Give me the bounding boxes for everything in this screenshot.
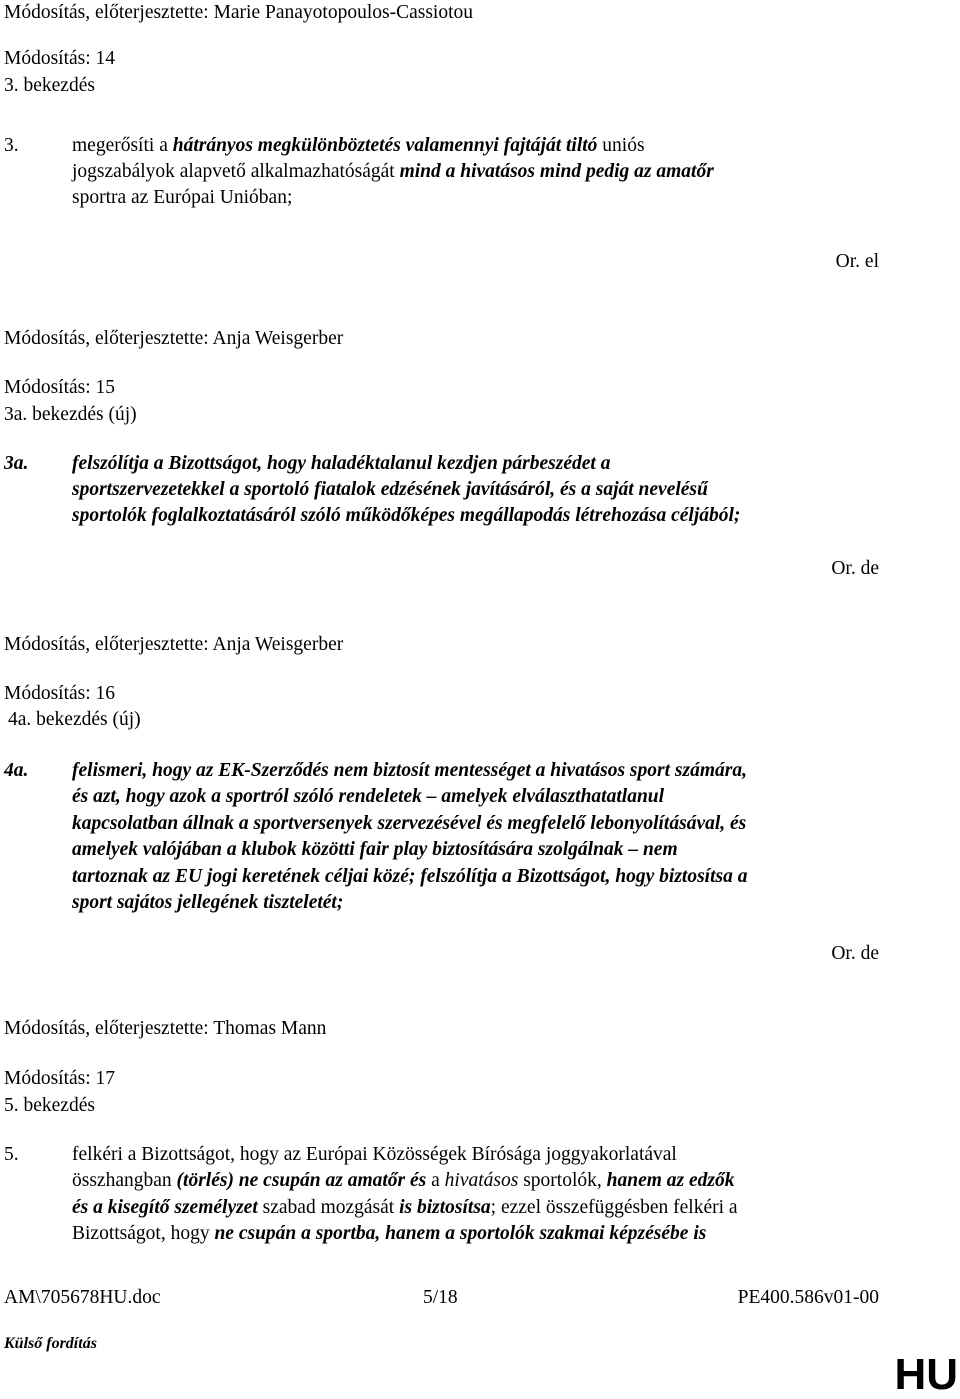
text-line [72,758,747,784]
text-segment: ; ezzel összefüggésben felkéri a [490,1197,738,1218]
footer-pe-reference: PE400.586v01-00 [737,1287,879,1308]
text-segment: jogszabályok alapvető alkalmazhatóságát [72,161,400,182]
text-line [72,784,664,810]
amendment-15-original-language: Or. de [831,558,879,579]
text-segment: szabad mozgását [257,1197,400,1218]
text-segment: sportszervezetekkel a sportoló fiatalok edzésének javításáról, és a saját nevelésű [72,479,708,500]
text-line [72,1142,677,1168]
amendment-16-original-language: Or. de [831,943,879,964]
amendment-17-author: Módosítás, előterjesztette: Thomas Mann [4,1018,327,1039]
text-segment: és a kisegítő személyzet [72,1197,258,1218]
amendment-14-author: Módosítás, előterjesztette: Marie Panayotopoulos-Cassiotou [4,2,473,23]
text-line [72,503,740,529]
amendment-17-para-number: 5. [4,1144,19,1165]
footer-document-reference: AM\705678HU.doc [4,1287,161,1308]
amendment-14-section: 3. bekezdés [4,75,95,96]
text-line [72,159,714,185]
text-segment: felismeri, hogy az EK-Szerződés nem biztosít mentességet a hivatásos sport számára, [72,760,747,781]
text-segment: ne csupán a sportba, hanem a sportolók szakmai képzésébe is [214,1223,707,1244]
text-segment: Bizottságot, hogy [72,1223,215,1244]
text-line [72,477,708,503]
text-line [72,837,678,863]
text-segment: mind a hivatásos mind pedig az amatőr [399,161,714,182]
text-segment: összhangban [72,1170,177,1191]
text-line [72,1195,738,1221]
footer-page-number: 5/18 [423,1287,458,1308]
text-segment: felkéri a Bizottságot, hogy az Európai Közösségek Bírósága joggyakorlatával [72,1144,677,1165]
text-line [72,864,747,890]
amendment-15-para-number: 3a. [4,453,29,474]
amendment-16-section: 4a. bekezdés (új) [8,709,141,730]
text-segment: felszólítja a Bizottságot, hogy haladéktalanul kezdjen párbeszédet a [72,453,611,474]
amendment-14-original-language: Or. el [835,251,879,272]
footer-external-translation: Külső fordítás [4,1335,97,1352]
amendment-15-section: 3a. bekezdés (új) [4,404,137,425]
text-segment: sportolók foglalkoztatásáról szóló működőképes megállapodás létrehozása céljából; [72,505,741,526]
amendment-17-section: 5. bekezdés [4,1095,95,1116]
amendment-15-author: Módosítás, előterjesztette: Anja Weisgerber [4,328,344,349]
text-segment: amelyek valójában a klubok közötti fair play biztosítására szolgálnak – nem [72,839,678,860]
text-line [72,890,343,916]
text-segment: is biztosítsa [399,1197,491,1218]
text-line [72,811,746,837]
text-segment: tartoznak az EU jogi keretének céljai közé; felszólítja a Bizottságot, hogy biztosítsa a [72,866,748,887]
text-segment: hanem az edzők [606,1170,735,1191]
amendment-16-number: Módosítás: 16 [4,683,116,704]
text-segment: uniós [597,135,645,156]
text-line [72,1221,706,1247]
text-line [72,451,610,477]
amendment-17-number: Módosítás: 17 [4,1068,116,1089]
text-segment: kapcsolatban állnak a sportversenyek szervezésével és megfelelő lebonyolításával, és [72,813,747,834]
text-segment: hivatásos [444,1170,519,1191]
text-segment: sportolók, [518,1170,607,1191]
language-code: HU [894,1350,958,1399]
text-segment: (törlés) ne csupán az amatőr és [176,1170,427,1191]
text-segment: megerősíti a [72,135,173,156]
text-line [72,133,645,159]
text-segment: sport sajátos jellegének tiszteletét; [72,892,344,913]
amendment-15-number: Módosítás: 15 [4,377,116,398]
amendment-14-para-number: 3. [4,135,19,156]
text-segment: és azt, hogy azok a sportról szóló rendeletek – amelyek elválaszthatatlanul [72,786,665,807]
text-segment: sportra az Európai Unióban; [72,187,293,208]
text-line [72,185,292,211]
amendment-14-number: Módosítás: 14 [4,48,116,69]
text-line [72,1168,735,1194]
text-segment: a [426,1170,445,1191]
amendment-16-para-number: 4a. [4,760,29,781]
text-segment: hátrányos megkülönböztetés valamennyi fajtáját tiltó [172,135,598,156]
amendment-16-author: Módosítás, előterjesztette: Anja Weisgerber [4,634,344,655]
